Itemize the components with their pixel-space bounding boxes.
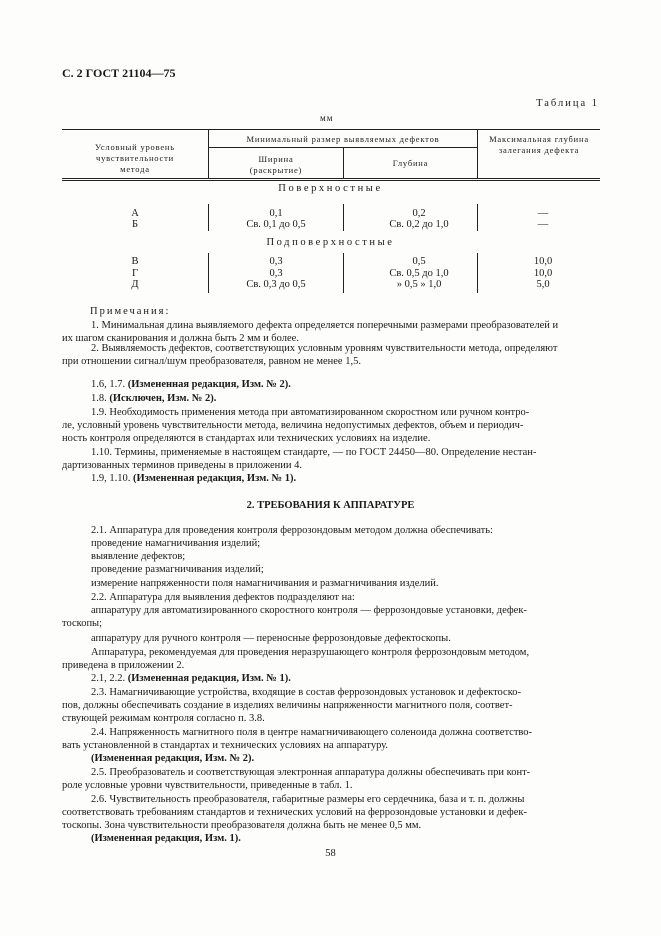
page-number: 58	[325, 848, 336, 859]
text-line: дартизованных терминов приведены в приложении 4.	[62, 460, 303, 471]
col-level-header	[62, 142, 208, 175]
text-line: 1.10. Термины, применяемые в настоящем стандарте, — по ГОСТ 24450—80. Определение нестан-	[91, 447, 537, 458]
cell-level: Б	[131, 219, 139, 230]
text-line: 2.2. Аппаратура для выявления дефектов подразделяют на:	[91, 592, 355, 603]
table-top-rule	[62, 129, 600, 130]
clause-number: 1.6, 1.7.	[91, 379, 128, 390]
section-heading: 2. ТРЕБОВАНИЯ К АППАРАТУРЕ	[246, 500, 415, 511]
col-group-header: Минимальный размер выявляемых дефектов	[246, 134, 440, 144]
col-width-header-line: (раскрытие)	[249, 165, 303, 175]
amendment-note: (Измененная редакция, Изм. № 2).	[127, 379, 291, 390]
cell-depth: 0,5	[412, 256, 426, 267]
text-line: вать установленной в стандартах и технических условиях на аппаратуру.	[62, 740, 389, 751]
text-line: роле условные уровни чувствительности, приведенные в табл. 1.	[62, 780, 353, 791]
text-line: ствующей режимам контроля согласно п. 3.8.	[62, 713, 265, 724]
cell-width: Св. 0,3 до 0,5	[246, 279, 306, 290]
amendment-note: (Измененная редакция, Изм. № 2).	[91, 753, 255, 764]
amendment-line	[91, 672, 596, 685]
text-line: ле, условный уровень чувствительности метода, величина недопустимых дефектов, объем и периодич-	[62, 420, 524, 431]
col-level-header-line: чувствительности	[96, 153, 174, 163]
cell-width: 0,1	[269, 208, 283, 219]
cell-depth: 0,2	[412, 208, 426, 219]
text-line: аппаратуру для ручного контроля — переносные феррозондовые дефектоскопы.	[91, 633, 451, 644]
text-line: приведена в приложении 2.	[62, 660, 185, 671]
col-width-header	[209, 154, 343, 176]
text-line: соответствовать требованиям стандартов и технических условий на феррозондовые установки и дефек-	[62, 807, 527, 818]
clause-number: 1.9, 1.10.	[91, 473, 133, 484]
col-max-header	[478, 134, 600, 156]
cell-max: —	[537, 219, 549, 230]
col-max-header-line: Максимальная глубина	[489, 134, 589, 144]
section-surface: Поверхностные	[278, 183, 383, 194]
col-depth-header: Глубина	[392, 158, 429, 168]
cell-depth: Св. 0,5 до 1,0	[389, 268, 449, 279]
amendment-note: (Измененная редакция, Изм. № 1).	[133, 473, 297, 484]
text-line: пов, должны обеспечивать создание в изделиях величины напряженности магнитного поля, соответ-	[62, 700, 513, 711]
text-line: тоскопы;	[62, 618, 103, 629]
note-line: 1. Минимальная длина выявляемого дефекта определяется поперечными размерами преобразователей и	[91, 320, 559, 331]
text-line: проведение размагничивания изделий;	[91, 564, 264, 575]
cell-level: А	[131, 208, 139, 219]
clause-number: 2.1, 2.2.	[91, 673, 128, 684]
col-width-header-line: Ширина	[258, 154, 294, 164]
text-line: измерение напряженности поля намагничивания и размагничивания изделий.	[91, 578, 439, 589]
table-header-rule	[62, 178, 600, 179]
text-line: 1.9. Необходимость применения метода при автоматизированном скоростном или ручном контро-	[91, 407, 530, 418]
text-line: тоскопы. Зона чувствительности преобразователя должна быть не менее 0,5 мм.	[62, 820, 422, 831]
text-line: 2.5. Преобразователь и соответствующая электронная аппаратура должны обеспечивать при конт-	[91, 767, 531, 778]
cell-level: Г	[131, 268, 139, 279]
amendment-note: (Исключен, Изм. № 2).	[109, 393, 217, 404]
cell-max: 5,0	[536, 279, 550, 290]
cell-max: 10,0	[533, 256, 553, 267]
text-line: 2.4. Напряженность магнитного поля в центре намагничивающего соленоида должна соответство-	[91, 727, 533, 738]
cell-max: —	[537, 208, 549, 219]
cell-width: 0,3	[269, 256, 283, 267]
cell-depth: Св. 0,2 до 1,0	[389, 219, 449, 230]
col-level-header-line: метода	[120, 164, 150, 174]
text-line: ность контроля определяются в стандартах или технических условиях на изделие.	[62, 433, 431, 444]
amendment-line	[91, 472, 596, 485]
section-subsurface: Подповерхностные	[266, 237, 395, 248]
note-line: их шагом сканирования и должна быть 2 мм и более.	[62, 333, 299, 344]
cell-max: 10,0	[533, 268, 553, 279]
amendment-line	[91, 378, 596, 391]
page-header: С. 2 ГОСТ 21104—75	[62, 66, 176, 80]
cell-width: Св. 0,1 до 0,5	[246, 219, 306, 230]
amendment-line	[91, 392, 596, 405]
col-level-header-line: Условный уровень	[95, 142, 175, 152]
text-line: Аппаратура, рекомендуемая для проведения неразрушающего контроля феррозондовым методом,	[91, 647, 530, 658]
amendment-note: (Измененная редакция, Изм. 1).	[91, 833, 241, 844]
amendment-note: (Измененная редакция, Изм. № 1).	[127, 673, 291, 684]
text-line: 2.1. Аппаратура для проведения контроля феррозондовым методом должна обеспечивать:	[91, 525, 493, 536]
note-line: при отношении сигнал/шум преобразователя, равном не менее 1,5.	[62, 356, 361, 367]
cell-level: Д	[131, 279, 139, 290]
table-label: Таблица 1	[536, 98, 599, 109]
text-line: проведение намагничивания изделий;	[91, 538, 261, 549]
table-unit: мм	[320, 113, 334, 123]
text-line: 2.6. Чувствительность преобразователя, габаритные размеры его сердечника, база и т. п. должны	[91, 794, 525, 805]
text-line: аппаратуру для автоматизированного скоростного контроля — феррозондовые установки, дефек-	[91, 605, 527, 616]
notes-title: Примечания:	[90, 306, 171, 317]
text-line: выявление дефектов;	[91, 551, 186, 562]
text-line: 2.3. Намагничивающие устройства, входящие в состав феррозондовых установок и дефектоско-	[91, 687, 522, 698]
table-header-rule-2	[62, 180, 600, 181]
cell-depth: » 0,5 » 1,0	[396, 279, 442, 290]
cell-level: В	[131, 256, 139, 267]
clause-number: 1.8.	[91, 393, 110, 404]
col-max-header-line: залегания дефекта	[498, 145, 580, 155]
note-line: 2. Выявляемость дефектов, соответствующих условным уровням чувствительности метода, определяют	[91, 343, 558, 354]
cell-width: 0,3	[269, 268, 283, 279]
